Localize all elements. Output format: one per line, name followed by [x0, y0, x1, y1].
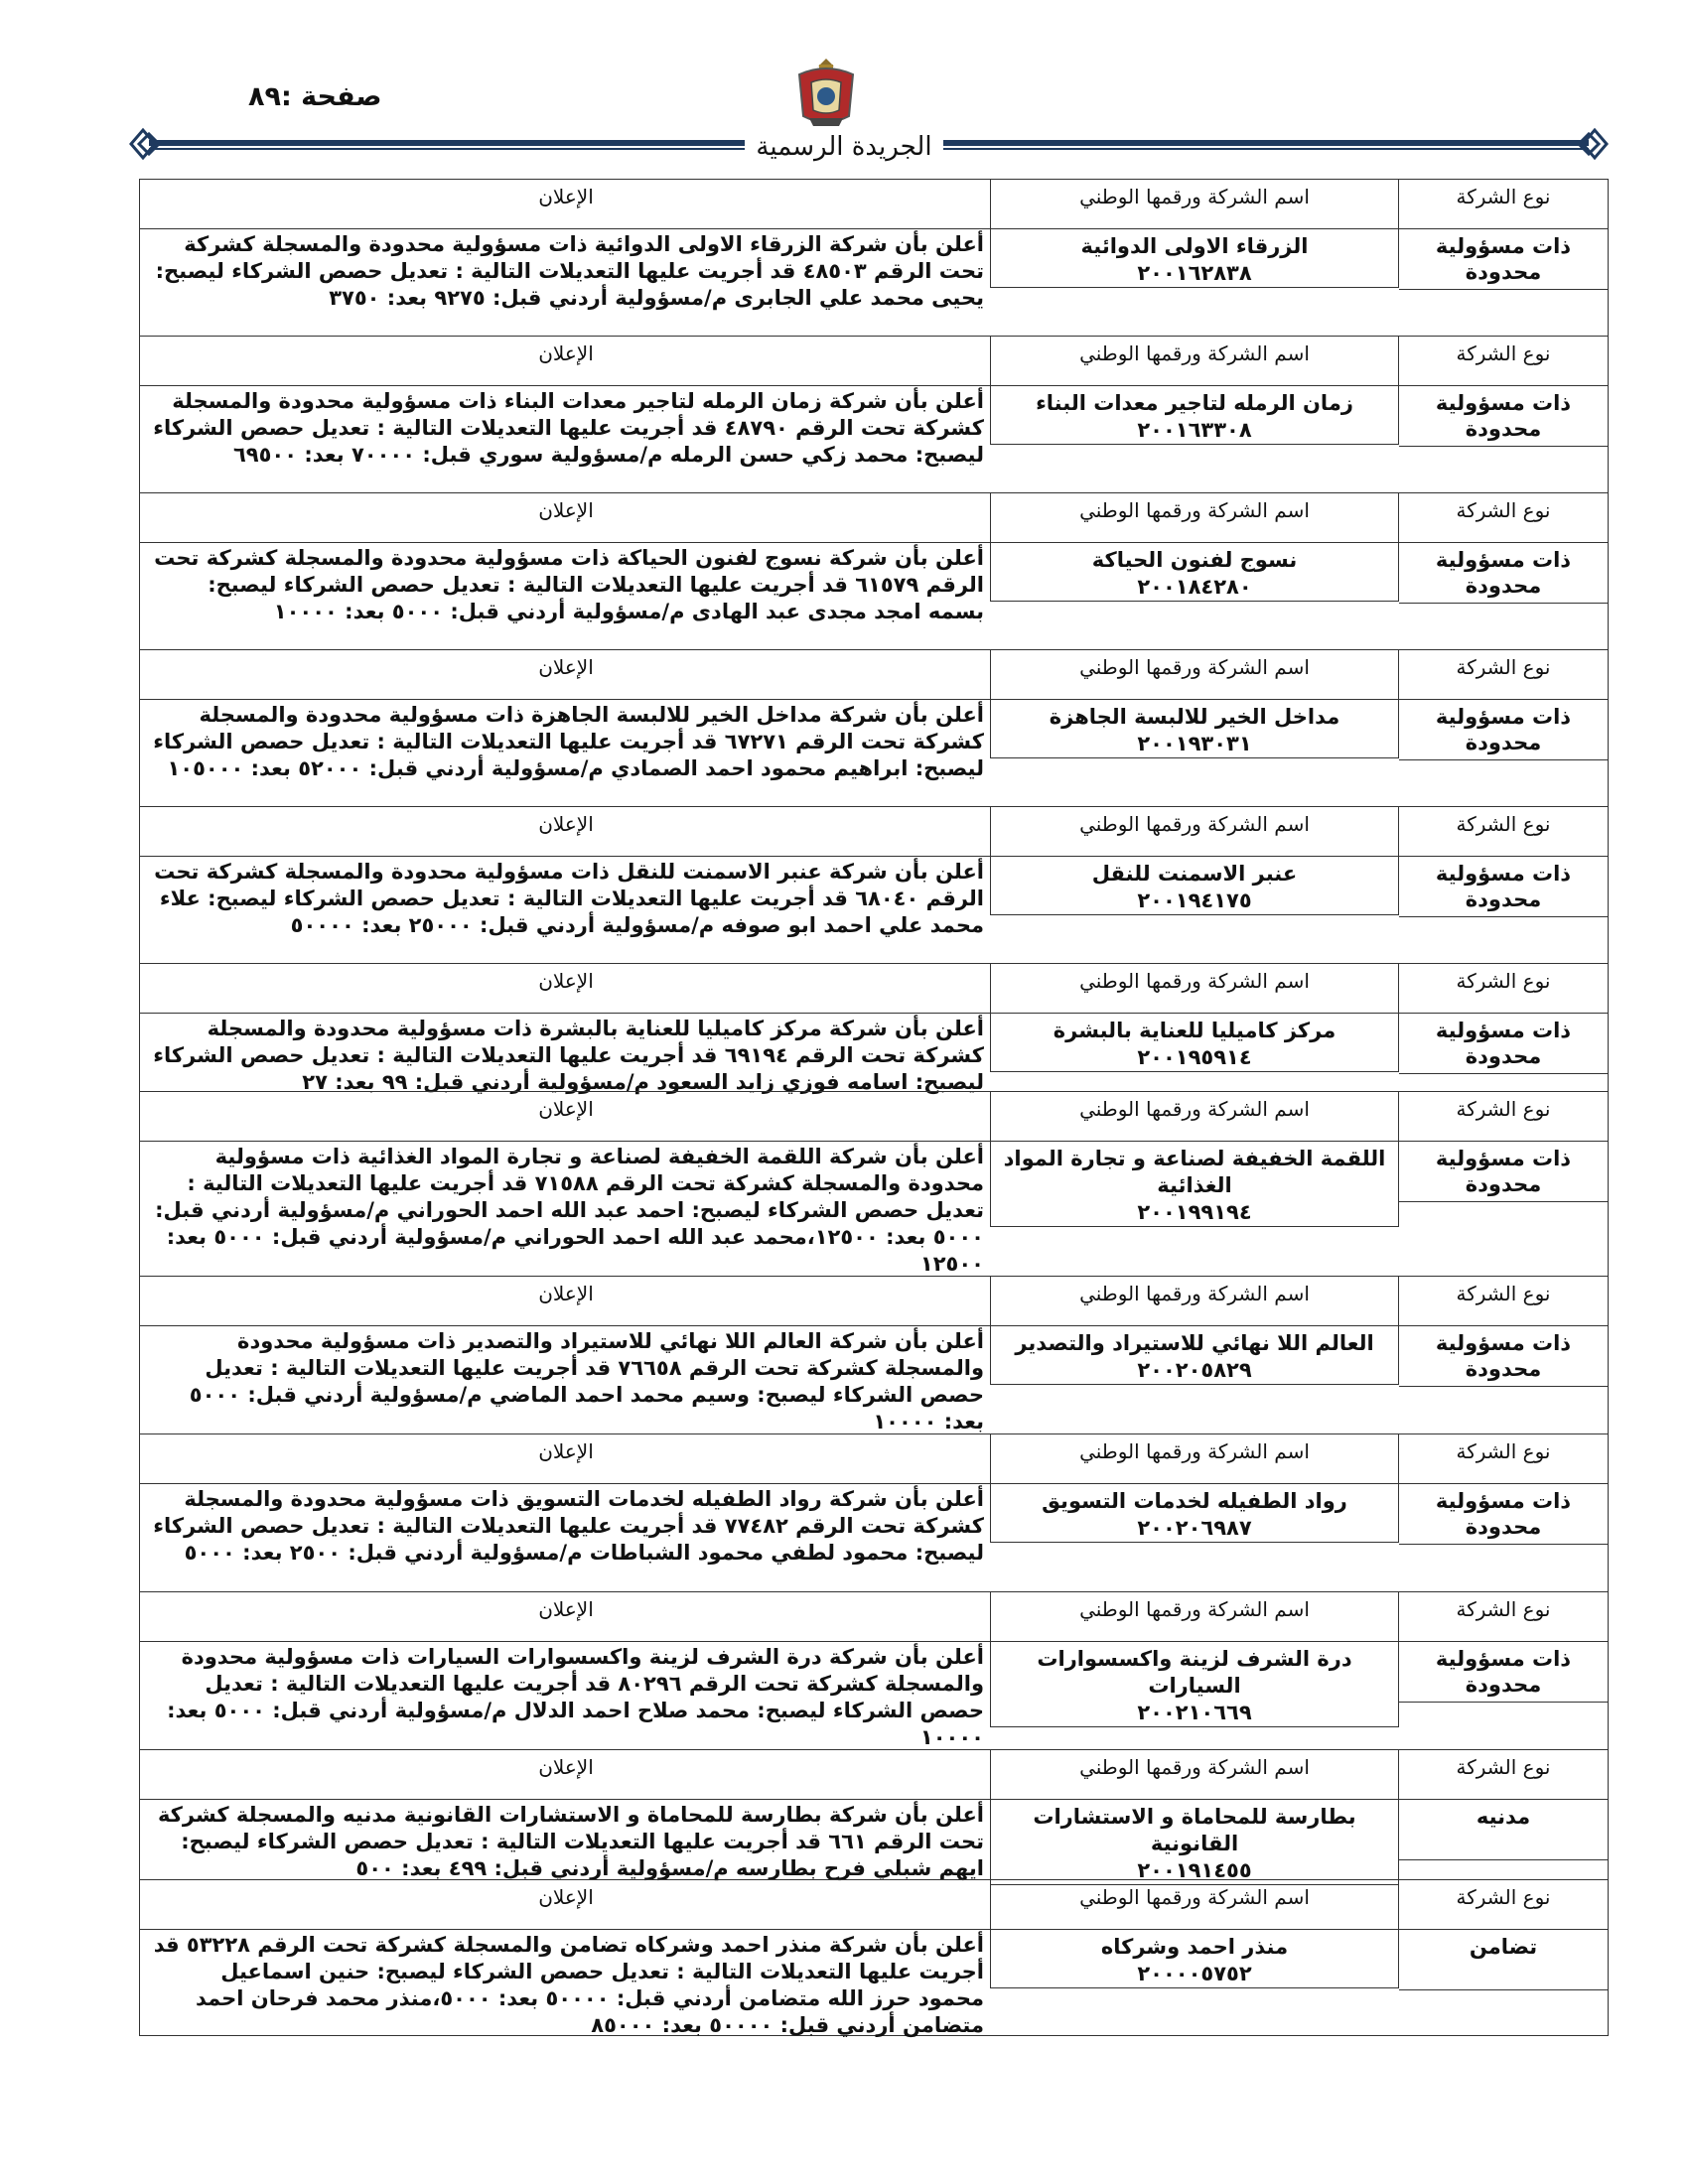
company-name-text: منذر احمد وشركاه	[1100, 1935, 1289, 1959]
table-row	[140, 336, 1608, 492]
type-header: نوع الشركة	[1456, 655, 1551, 679]
company-name-text: زمان الرمله لتاجير معدات البناء	[1036, 391, 1353, 415]
announcement-text: أعلن بأن شركة العالم اللا نهائي للاستيراد والتصدير ذات مسؤولية محدودة والمسجلة كشركة تحت الرقم ٧٦٦٥٨ قد أجريت عليها التعديلات التالية : تعديل حصص الشركاء ليصبح: وسيم محمد احمد الماضي م/مسؤولية أردني قبل: ٥٠٠٠ بعد: ١٠٠٠٠	[189, 1329, 984, 1433]
page-number: صفحة :٨٩	[248, 81, 382, 112]
row-header	[140, 1592, 1608, 1642]
name-header: اسم الشركة ورقمها الوطني	[990, 1592, 1399, 1641]
national-number: ٢٠٠١٦٢٨٣٨	[1137, 261, 1252, 285]
table-row	[140, 1433, 1608, 1591]
company-name-text: الزرقاء الاولى الدوائية	[1080, 234, 1309, 258]
company-name-text: بطارسة للمحاماة و الاستشارات القانونية	[1033, 1805, 1356, 1855]
name-header: اسم الشركة ورقمها الوطني	[990, 807, 1399, 856]
national-number: ٢٠٠٢٠٥٨٢٩	[1137, 1358, 1252, 1382]
national-number: ٢٠٠١٩٩١٩٤	[1137, 1200, 1252, 1224]
company-name	[990, 1800, 1399, 1885]
company-name	[990, 1642, 1399, 1727]
type-header: نوع الشركة	[1456, 812, 1551, 836]
row-header	[140, 964, 1608, 1014]
national-number: ٢٠٠١٨٤٢٨٠	[1137, 575, 1252, 599]
announcement-text: أعلن بأن شركة منذر احمد وشركاه تضامن والمسجلة كشركة تحت الرقم ٥٣٢٢٨ قد أجريت عليها التعديلات التالية : تعديل حصص الشركاء ليصبح: حنين اسماعيل محمود حرز الله متضامن أردني قبل: ٥٠٠٠٠ بعد: ٥٠٠٠،منذر محمد فرحان احمد متضامن أردني قبل: ٥٠٠٠٠ بعد: ٨٥٠٠٠	[153, 1933, 984, 2037]
announcement-header: الإعلان	[538, 812, 594, 836]
company-name	[990, 543, 1399, 602]
announcement-text: أعلن بأن شركة عنبر الاسمنت للنقل ذات مسؤولية محدودة والمسجلة كشركة تحت الرقم ٦٨٠٤٠ قد أجريت عليها التعديلات التالية : تعديل حصص الشركاء ليصبح: علاء محمد علي احمد ابو صوفه م/مسؤولية أردني قبل: ٢٥٠٠٠ بعد: ٥٠٠٠٠	[154, 860, 984, 937]
announcement-text: أعلن بأن شركة مداخل الخير للالبسة الجاهزة ذات مسؤولية محدودة والمسجلة كشركة تحت الرقم ٦٧٢٧١ قد أجريت عليها التعديلات التالية : تعديل حصص الشركاء ليصبح: ابراهيم محمود احمد الصمادي م/مسؤولية أردني قبل: ٥٢٠٠٠ بعد: ١٠٥٠٠٠	[153, 703, 984, 780]
announcement-header: الإعلان	[538, 1755, 594, 1779]
national-number: ٢٠٠٠٠٥٧٥٢	[1137, 1962, 1252, 1985]
national-number: ٢٠٠٢٠٦٩٨٧	[1137, 1516, 1252, 1540]
name-header: اسم الشركة ورقمها الوطني	[990, 1434, 1399, 1483]
national-number: ٢٠٠٢١٠٦٦٩	[1137, 1701, 1252, 1724]
row-header	[140, 337, 1608, 386]
company-name-text: العالم اللا نهائي للاستيراد والتصدير	[1015, 1331, 1374, 1355]
table-row	[140, 1749, 1608, 1882]
national-number: ٢٠٠١٩٥٩١٤	[1137, 1045, 1252, 1069]
company-name	[990, 1014, 1399, 1072]
announcement-header: الإعلان	[538, 1885, 594, 1909]
name-header: اسم الشركة ورقمها الوطني	[990, 964, 1399, 1013]
company-type: تضامن	[1399, 1930, 1608, 1990]
type-header: نوع الشركة	[1456, 1885, 1551, 1909]
announcement-header: الإعلان	[538, 498, 594, 522]
company-type: ذات مسؤولية محدودة	[1399, 543, 1608, 604]
row-header	[140, 1434, 1608, 1484]
company-name	[990, 1484, 1399, 1543]
row-header	[140, 1880, 1608, 1930]
type-header: نوع الشركة	[1456, 1282, 1551, 1305]
announcement-header: الإعلان	[538, 1439, 594, 1463]
announcement-header: الإعلان	[538, 1597, 594, 1621]
name-header: اسم الشركة ورقمها الوطني	[990, 650, 1399, 699]
row-header	[140, 180, 1608, 229]
name-header: اسم الشركة ورقمها الوطني	[990, 1750, 1399, 1799]
company-name	[990, 1142, 1399, 1227]
announcement-header: الإعلان	[538, 1097, 594, 1121]
national-number: ٢٠٠١٩٣٠٣١	[1137, 732, 1252, 755]
announcement-text: أعلن بأن شركة اللقمة الخفيفة لصناعة و تجارة المواد الغذائية ذات مسؤولية محدودة والمسجلة كشركة تحت الرقم ٧١٥٨٨ قد أجريت عليها التعديلات التالية : تعديل حصص الشركاء ليصبح: احمد عبد الله احمد الحوراني م/مسؤولية أردني قبل: ٥٠٠٠ بعد: ١٢٥٠٠،محمد عبد الله احمد الحوراني م/مسؤولية أردني قبل: ٥٠٠٠ بعد: ١٢٥٠٠	[155, 1145, 984, 1276]
table-row	[140, 1091, 1608, 1276]
company-type: ذات مسؤولية محدودة	[1399, 1484, 1608, 1545]
announcement-text: أعلن بأن شركة الزرقاء الاولى الدوائية ذات مسؤولية محدودة والمسجلة كشركة تحت الرقم ٤٨٥٠٣ قد أجريت عليها التعديلات التالية : تعديل حصص الشركاء ليصبح: يحيى محمد علي الجابرى م/مسؤولية أردني قبل: ٩٢٧٥ بعد: ٣٧٥٠	[155, 232, 984, 310]
table-row	[140, 963, 1608, 1094]
row-header	[140, 1277, 1608, 1326]
announcement-header: الإعلان	[538, 185, 594, 208]
company-name	[990, 1930, 1399, 1988]
table-row	[140, 1879, 1608, 2035]
table-row	[140, 1591, 1608, 1749]
announcement-text: أعلن بأن شركة زمان الرمله لتاجير معدات البناء ذات مسؤولية محدودة والمسجلة كشركة تحت الرقم ٤٨٧٩٠ قد أجريت عليها التعديلات التالية : تعديل حصص الشركاء ليصبح: محمد زكي حسن الرمله م/مسؤولية سوري قبل: ٧٠٠٠٠ بعد: ٦٩٥٠٠	[153, 389, 984, 467]
company-type: ذات مسؤولية محدودة	[1399, 1326, 1608, 1387]
table-row	[140, 806, 1608, 963]
type-header: نوع الشركة	[1456, 969, 1551, 993]
national-number: ٢٠٠١٩٤١٧٥	[1137, 888, 1252, 912]
company-type: ذات مسؤولية محدودة	[1399, 1014, 1608, 1074]
row-header	[140, 650, 1608, 700]
company-name	[990, 857, 1399, 915]
national-number: ٢٠٠١٩١٤٥٥	[1137, 1858, 1252, 1882]
company-name-text: مركز كاميليا للعناية بالبشرة	[1053, 1019, 1336, 1042]
company-type: ذات مسؤولية محدودة	[1399, 386, 1608, 447]
name-header: اسم الشركة ورقمها الوطني	[990, 1092, 1399, 1141]
announcement-header: الإعلان	[538, 655, 594, 679]
name-header: اسم الشركة ورقمها الوطني	[990, 493, 1399, 542]
company-type: ذات مسؤولية محدودة	[1399, 700, 1608, 760]
company-name-text: عنبر الاسمنت للنقل	[1091, 862, 1298, 886]
name-header: اسم الشركة ورقمها الوطني	[990, 1277, 1399, 1325]
table-row	[140, 1276, 1608, 1433]
type-header: نوع الشركة	[1456, 341, 1551, 365]
announcement-text: أعلن بأن شركة نسوج لفنون الحياكة ذات مسؤولية محدودة والمسجلة كشركة تحت الرقم ٦١٥٧٩ قد أجريت عليها التعديلات التالية : تعديل حصص الشركاء ليصبح: بسمه امجد مجدى عبد الهادى م/مسؤولية أردني قبل: ٥٠٠٠ بعد: ١٠٠٠٠	[154, 546, 984, 623]
company-name	[990, 229, 1399, 288]
announcement-header: الإعلان	[538, 341, 594, 365]
type-header: نوع الشركة	[1456, 1755, 1551, 1779]
records-table	[139, 179, 1609, 2036]
announcement-text: أعلن بأن شركة درة الشرف لزينة واكسسوارات السيارات ذات مسؤولية محدودة والمسجلة كشركة تحت الرقم ٨٠٢٩٦ قد أجريت عليها التعديلات التالية : تعديل حصص الشركاء ليصبح: محمد صلاح احمد الدلال م/مسؤولية أردني قبل: ٥٠٠٠ بعد: ١٠٠٠٠	[167, 1645, 984, 1749]
table-row	[140, 649, 1608, 806]
company-type: ذات مسؤولية محدودة	[1399, 857, 1608, 917]
name-header: اسم الشركة ورقمها الوطني	[990, 180, 1399, 228]
national-number: ٢٠٠١٦٣٣٠٨	[1137, 418, 1252, 442]
company-name-text: نسوج لفنون الحياكة	[1091, 548, 1298, 572]
company-name-text: درة الشرف لزينة واكسسوارات السيارات	[1037, 1647, 1352, 1698]
announcement-header: الإعلان	[538, 969, 594, 993]
row-header	[140, 493, 1608, 543]
table-row	[140, 179, 1608, 336]
company-type: ذات مسؤولية محدودة	[1399, 1642, 1608, 1703]
announcement-text: أعلن بأن شركة مركز كاميليا للعناية بالبشرة ذات مسؤولية محدودة والمسجلة كشركة تحت الرقم ٦٩١٩٤ قد أجريت عليها التعديلات التالية : تعديل حصص الشركاء ليصبح: اسامه فوزي زايد السعود م/مسؤولية أردني قبل: ٩٩ بعد: ٢٧	[153, 1017, 984, 1094]
announcement-text: أعلن بأن شركة بطارسة للمحاماة و الاستشارات القانونية مدنيه والمسجلة كشركة تحت الرقم ٦٦١ قد أجريت عليها التعديلات التالية : تعديل حصص الشركاء ليصبح: ايهم شبلي فرح بطارسه م/مسؤولية أردني قبل: ٤٩٩ بعد: ٥٠٠	[157, 1803, 984, 1880]
journal-title: الجريدة الرسمية	[745, 132, 943, 162]
type-header: نوع الشركة	[1456, 1097, 1551, 1121]
type-header: نوع الشركة	[1456, 185, 1551, 208]
coat-of-arms-icon	[789, 55, 864, 129]
row-header	[140, 1092, 1608, 1142]
company-name	[990, 700, 1399, 758]
type-header: نوع الشركة	[1456, 1439, 1551, 1463]
company-type: مدنيه	[1399, 1800, 1608, 1860]
type-header: نوع الشركة	[1456, 1597, 1551, 1621]
announcement-header: الإعلان	[538, 1282, 594, 1305]
company-name-text: اللقمة الخفيفة لصناعة و تجارة المواد الغذائية	[1003, 1147, 1386, 1197]
company-type: ذات مسؤولية محدودة	[1399, 229, 1608, 290]
announcement-text: أعلن بأن شركة رواد الطفيله لخدمات التسويق ذات مسؤولية محدودة والمسجلة كشركة تحت الرقم ٧٧٤٨٢ قد أجريت عليها التعديلات التالية : تعديل حصص الشركاء ليصبح: محمود لطفي محمود الشباطات م/مسؤولية أردني قبل: ٢٥٠٠ بعد: ٥٠٠٠	[153, 1487, 984, 1565]
company-name	[990, 1326, 1399, 1385]
company-name-text: مداخل الخير للالبسة الجاهزة	[1049, 705, 1340, 729]
name-header: اسم الشركة ورقمها الوطني	[990, 337, 1399, 385]
row-header	[140, 807, 1608, 857]
company-name	[990, 386, 1399, 445]
row-header	[140, 1750, 1608, 1800]
table-row	[140, 492, 1608, 649]
company-type: ذات مسؤولية محدودة	[1399, 1142, 1608, 1202]
name-header: اسم الشركة ورقمها الوطني	[990, 1880, 1399, 1929]
type-header: نوع الشركة	[1456, 498, 1551, 522]
company-name-text: رواد الطفيله لخدمات التسويق	[1042, 1489, 1347, 1513]
